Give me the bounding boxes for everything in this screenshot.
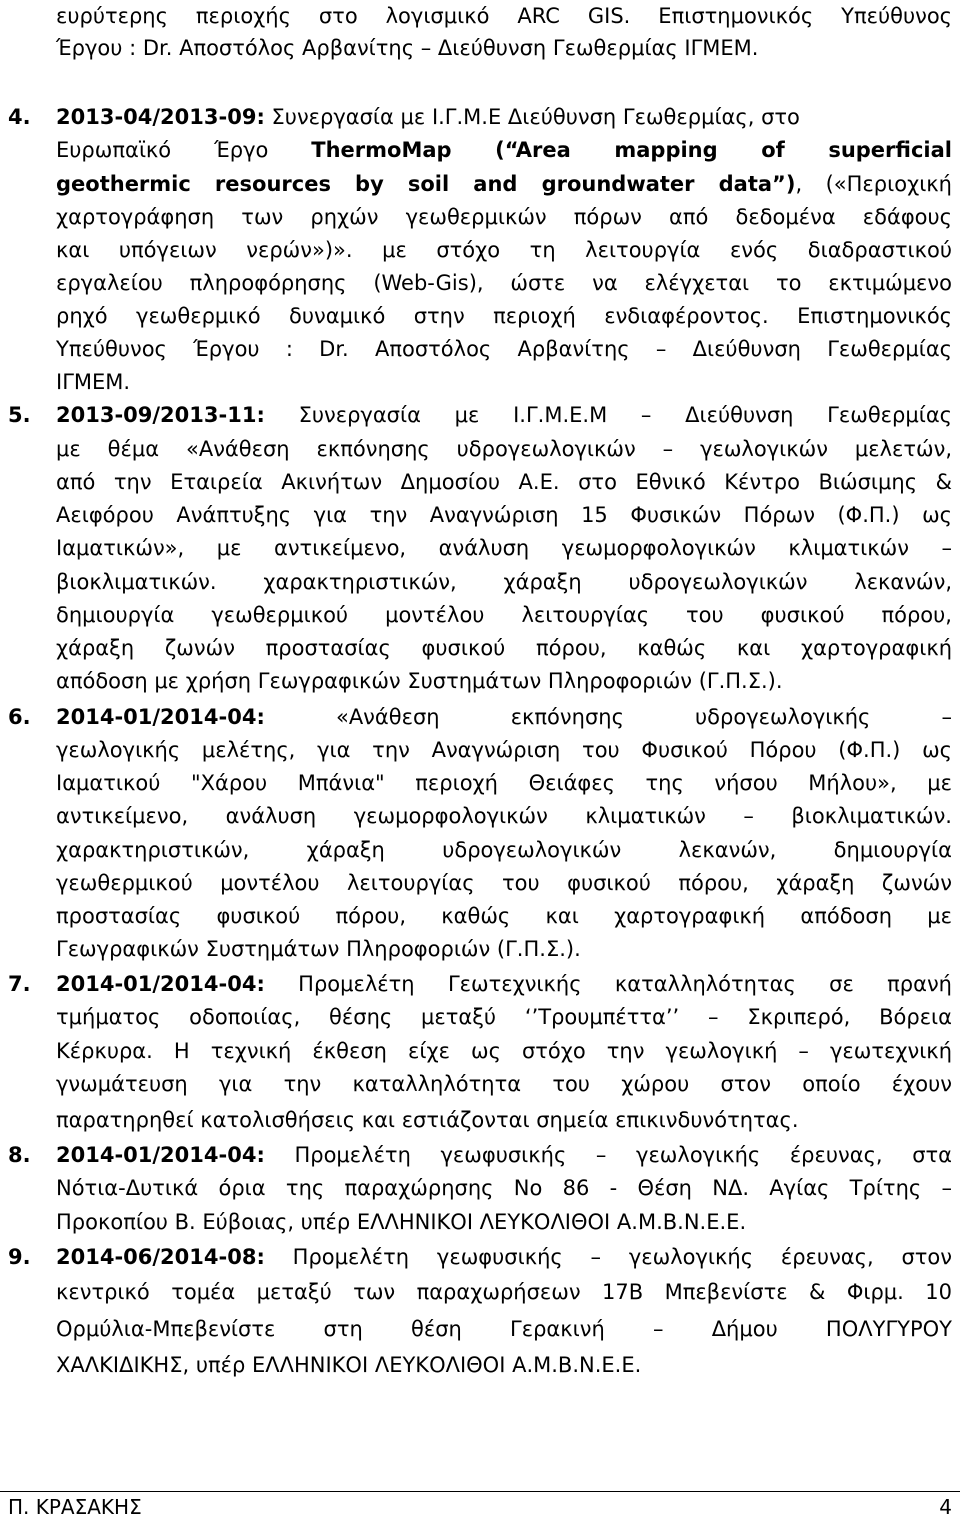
item-line: και υπόγειων νερών»)». με στόχο τη λειτουργία ενός διαδραστικού <box>56 238 952 262</box>
item-line: geothermic resources by soil and groundwater data”), («Περιοχική <box>56 172 952 196</box>
item-line: γεωθερμικού μοντέλου λειτουργίας του φυσικού πόρου, χάραξη ζωνών <box>56 871 952 895</box>
item-line: γεωλογικής μελέτης, για την Αναγνώριση του Φυσικού Πόρου (Φ.Π.) ως <box>56 738 952 762</box>
item-lead-line <box>56 968 952 1000</box>
item-number: 9. <box>8 1245 31 1269</box>
item-date: 2014-01/2014-04: <box>56 1143 265 1167</box>
item-number: 8. <box>8 1143 31 1167</box>
item-line: προστασίας φυσικού πόρου, καθώς και χαρτογραφική απόδοση με <box>56 904 952 928</box>
item-lead: Προμελέτη γεωφυσικής – γεωλογικής έρευνας, στον <box>264 1245 952 1269</box>
item-date: 2014-06/2014-08: <box>56 1245 265 1269</box>
item-lead: Προμελέτη Γεωτεχνικής καταλληλότητας σε πρανή <box>264 972 952 996</box>
item-line: γνωμάτευση για την καταλληλότητα του χώρου στον οποίο έχουν <box>56 1072 952 1096</box>
item-line: Νότια-Δυτικά όρια της παραχώρησης Νο 86 - Θέση ΝΔ. Αγίας Τρίτης – <box>56 1176 952 1200</box>
item-line: Υπεύθυνος Έργου : Dr. Αποστόλος Αρβανίτης – Διεύθυνση Γεωθερμίας <box>56 337 952 361</box>
item-lead-line <box>56 399 952 431</box>
item-line: ΧΑΛΚΙΔΙΚΗΣ, υπέρ ΕΛΛΗΝΙΚΟΙ ΛΕΥΚΟΛΙΘΟΙ Α.Μ.Β.Ν.Ε.Ε. <box>56 1353 642 1377</box>
footer-author: Π. ΚΡΑΣΑΚΗΣ <box>8 1495 142 1519</box>
item-line: χαρακτηριστικών, χάραξη υδρογεωλογικών λεκανών, δημιουργία <box>56 838 952 862</box>
intro-line: Έργου : Dr. Αποστόλος Αρβανίτης – Διεύθυνση Γεωθερμίας ΙΓΜΕΜ. <box>56 36 759 60</box>
item-lead: Συνεργασία με Ι.Γ.Μ.Ε.Μ – Διεύθυνση Γεωθερμίας <box>264 403 952 427</box>
item-date: 2013-04/2013-09: <box>56 105 265 129</box>
item-lead-line <box>56 1139 952 1171</box>
item-line: χαρτογράφηση των ρηχών γεωθερμικών πόρων από δεδομένα εδάφους <box>56 205 952 229</box>
item-lead: Προμελέτη γεωφυσικής – γεωλογικής έρευνας, στα <box>264 1143 952 1167</box>
item-line: δημιουργία γεωθερμικού μοντέλου λειτουργίας του φυσικού πόρου, <box>56 603 952 627</box>
item-lead-line <box>56 101 952 133</box>
item-lead-line <box>56 701 952 733</box>
item-line: Αειφόρου Ανάπτυξης για την Αναγνώριση 15 Φυσικών Πόρων (Φ.Π.) ως <box>56 503 952 527</box>
item-date: 2013-09/2013-11: <box>56 403 265 427</box>
item-lead-line <box>56 1241 952 1273</box>
item-lead: Συνεργασία με Ι.Γ.Μ.Ε Διεύθυνση Γεωθερμίας, στο <box>264 105 800 129</box>
intro-line: ευρύτερης περιοχής στο λογισμικό ARC GIS. Επιστημονικός Υπεύθυνος <box>56 4 952 28</box>
item-line: παρατηρηθεί κατολισθήσεις και εστιάζονται σημεία επικινδυνότητας. <box>56 1108 799 1132</box>
item-line: από την Εταιρεία Ακινήτων Δημοσίου Α.Ε. στο Εθνικό Κέντρο Βιώσιμης & <box>56 470 952 494</box>
item-line: με θέμα «Ανάθεση εκπόνησης υδρογεωλογικών – γεωλογικών μελετών, <box>56 437 952 461</box>
item-date: 2014-01/2014-04: <box>56 972 265 996</box>
item-date: 2014-01/2014-04: <box>56 705 265 729</box>
item-line: χάραξη ζωνών προστασίας φυσικού πόρου, καθώς και χαρτογραφική <box>56 636 952 660</box>
item-number: 7. <box>8 972 31 996</box>
item-line: Ορμύλια-Μπεβενίστε στη θέση Γερακινή – Δήμου ΠΟΛΥΓΥΡΟΥ <box>56 1317 952 1341</box>
footer-divider <box>0 1491 960 1492</box>
item-line: Ιαματικού "Χάρου Μπάνια" περιοχή Θειάφες της νήσου Μήλου», με <box>56 771 952 795</box>
item-line: αντικείμενο, ανάλυση γεωμορφολογικών κλιματικών – βιοκλιματικών. <box>56 804 952 828</box>
item-line: ΙΓΜΕΜ. <box>56 370 131 394</box>
item-number: 5. <box>8 403 31 427</box>
item-line: εργαλείου πληροφόρησης (Web-Gis), ώστε να ελέγχεται το εκτιμώμενο <box>56 271 952 295</box>
item-line: Γεωγραφικών Συστημάτων Πληροφοριών (Γ.Π.Σ.). <box>56 937 581 961</box>
item-line: κεντρικό τομέα μεταξύ των παραχωρήσεων 17Β Μπεβενίστε & Φιρμ. 10 <box>56 1280 952 1304</box>
page-number: 4 <box>939 1495 952 1519</box>
item-number: 6. <box>8 705 31 729</box>
item-number: 4. <box>8 105 31 129</box>
item-line: βιοκλιματικών. χαρακτηριστικών, χάραξη υδρογεωλογικών λεκανών, <box>56 570 952 594</box>
item-line: Ιαματικών», με αντικείμενο, ανάλυση γεωμορφολογικών κλιματικών – <box>56 536 952 560</box>
item-line: τμήματος οδοποιίας, θέσης μεταξύ ‘’Τρουμπέττα’’ – Σκριπερό, Βόρεια <box>56 1005 952 1029</box>
item-line: Κέρκυρα. Η τεχνική έκθεση είχε ως στόχο την γεωλογική – γεωτεχνική <box>56 1039 952 1063</box>
item-lead: «Ανάθεση εκπόνησης υδρογεωλογικής – <box>264 705 952 729</box>
item-line: Προκοπίου Β. Εύβοιας, υπέρ ΕΛΛΗΝΙΚΟΙ ΛΕΥΚΟΛΙΘΟΙ Α.Μ.Β.Ν.Ε.Ε. <box>56 1210 747 1234</box>
item-line: απόδοση με χρήση Γεωγραφικών Συστημάτων Πληροφοριών (Γ.Π.Σ.). <box>56 669 783 693</box>
item-line: Ευρωπαϊκό Έργο ThermoMap (“Area mapping of superficial <box>56 138 952 162</box>
item-line: ρηχό γεωθερμικό δυναμικό στην περιοχή ενδιαφέροντος. Επιστημονικός <box>56 304 952 328</box>
